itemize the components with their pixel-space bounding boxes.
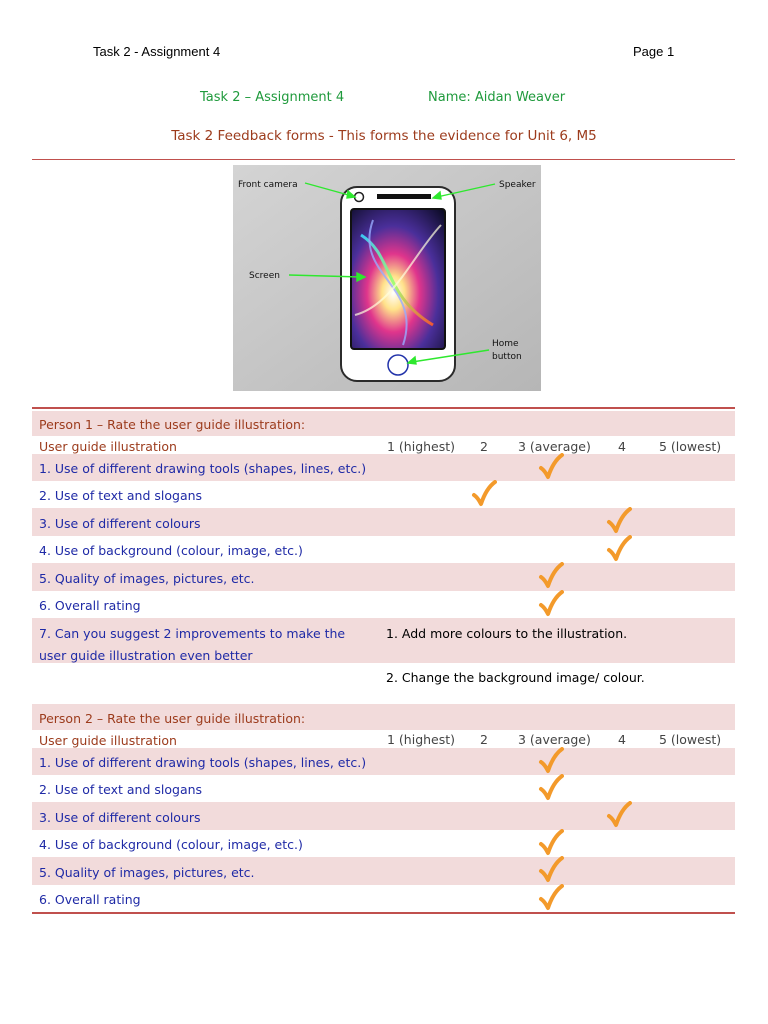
check-icon	[538, 829, 564, 857]
label-screen: Screen	[249, 271, 280, 281]
scale-5: 5 (lowest)	[659, 732, 722, 747]
item-label: 1. Use of different drawing tools (shapes, lines, etc.)	[39, 755, 367, 770]
person2-item-row	[32, 748, 735, 775]
scale-1: 1 (highest)	[387, 439, 456, 454]
check-icon	[606, 801, 632, 829]
phone-illustration	[233, 165, 541, 391]
q7-answer2: 2. Change the background image/ colour.	[386, 670, 645, 685]
check-icon	[538, 590, 564, 618]
person1-col-label: User guide illustration	[39, 439, 177, 454]
scale-4: 4	[618, 439, 626, 454]
person2-item-row	[32, 775, 735, 802]
person2-item-row	[32, 830, 735, 857]
scale-4: 4	[618, 732, 626, 747]
person1-heading-row	[32, 411, 735, 436]
scale-3: 3 (average)	[518, 439, 591, 454]
phone-diagram	[233, 165, 541, 391]
person2-item-row	[32, 885, 735, 912]
item-label: 6. Overall rating	[39, 598, 141, 613]
person2-heading-row	[32, 704, 735, 730]
item-label: 2. Use of text and slogans	[39, 488, 203, 503]
q7-line2: user guide illustration even better	[39, 648, 253, 663]
title-divider	[32, 159, 735, 160]
person2-item-row	[32, 857, 735, 885]
scale-2: 2	[480, 732, 488, 747]
person1-item-row	[32, 508, 735, 536]
item-label: 4. Use of background (colour, image, etc.)	[39, 837, 303, 852]
check-icon	[538, 774, 564, 802]
person1-top-rule	[32, 407, 735, 409]
page-header-left: Task 2 - Assignment 4	[93, 44, 221, 59]
item-label: 5. Quality of images, pictures, etc.	[39, 865, 255, 880]
person1-heading: Person 1 – Rate the user guide illustration:	[39, 417, 306, 432]
person1-item-row	[32, 536, 735, 563]
label-front-camera: Front camera	[238, 180, 298, 190]
scale-3: 3 (average)	[518, 732, 591, 747]
assignment-label: Task 2 – Assignment 4	[200, 90, 345, 105]
person1-scale-row	[32, 436, 735, 454]
label-speaker: Speaker	[499, 180, 536, 190]
person2-col-label: User guide illustration	[39, 733, 177, 748]
label-home: Home	[492, 339, 519, 349]
person1-item-row	[32, 454, 735, 481]
person1-question7-row	[32, 618, 735, 663]
person1-item-row	[32, 563, 735, 591]
person1-item-row	[32, 481, 735, 508]
check-icon	[538, 856, 564, 884]
check-icon	[606, 507, 632, 535]
person2-heading: Person 2 – Rate the user guide illustration:	[39, 711, 306, 726]
item-label: 6. Overall rating	[39, 892, 141, 907]
check-icon	[471, 480, 497, 508]
item-label: 3. Use of different colours	[39, 516, 201, 531]
person2-scale-row	[32, 730, 735, 748]
home-button-icon	[388, 355, 408, 375]
item-label: 3. Use of different colours	[39, 810, 201, 825]
item-label: 1. Use of different drawing tools (shapes, lines, etc.)	[39, 461, 367, 476]
person2-item-row	[32, 802, 735, 830]
person1-answer2-row	[32, 663, 735, 693]
item-label: 5. Quality of images, pictures, etc.	[39, 571, 255, 586]
page-title: Task 2 Feedback forms - This forms the evidence for Unit 6, M5	[171, 128, 597, 144]
student-name: Name: Aidan Weaver	[428, 90, 566, 105]
person1-item-row	[32, 591, 735, 618]
q7-answer1: 1. Add more colours to the illustration.	[386, 626, 628, 641]
check-icon	[538, 747, 564, 775]
scale-2: 2	[480, 439, 488, 454]
check-icon	[606, 535, 632, 563]
page-number: Page 1	[633, 44, 675, 59]
scale-5: 5 (lowest)	[659, 439, 722, 454]
table-bottom-rule	[32, 912, 735, 914]
phone-screen	[351, 209, 445, 349]
item-label: 4. Use of background (colour, image, etc.)	[39, 543, 303, 558]
check-icon	[538, 884, 564, 912]
q7-line1: 7. Can you suggest 2 improvements to make the	[39, 626, 346, 641]
check-icon	[538, 562, 564, 590]
speaker-grille	[377, 194, 431, 199]
check-icon	[538, 453, 564, 481]
item-label: 2. Use of text and slogans	[39, 782, 203, 797]
scale-1: 1 (highest)	[387, 732, 456, 747]
label-button: button	[492, 352, 522, 362]
